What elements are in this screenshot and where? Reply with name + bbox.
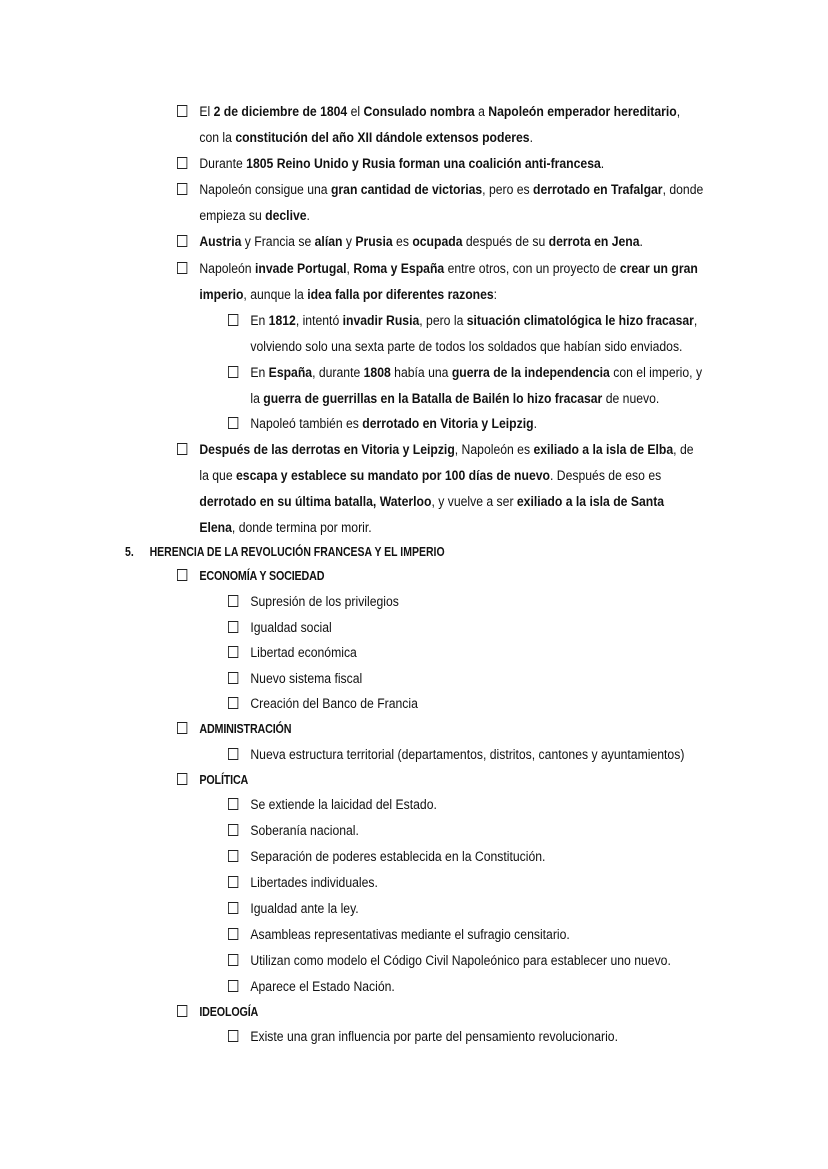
bold-text-run: constitución del año XII dándole extensos poderes <box>235 130 530 146</box>
item-text <box>177 256 727 308</box>
sub-list-item <box>228 308 718 360</box>
sub-list-item <box>228 691 718 717</box>
item-text: Utilizan como modelo el Código Civil Napoleónico para establecer uno nuevo. <box>250 953 671 969</box>
sub-list-item <box>228 792 718 818</box>
item-text: Existe una gran influencia por parte del pensamiento revolucionario. <box>250 1029 618 1045</box>
bold-text-run: imperio <box>199 287 244 303</box>
sub-list-item <box>228 666 718 692</box>
bold-text-run: guerra de la independencia <box>451 365 610 381</box>
bold-text-run: guerra de guerrillas en la Batalla de Bailén lo hizo fracasar <box>263 391 603 407</box>
checkbox[interactable] <box>228 954 238 966</box>
sub-list-item <box>228 411 718 437</box>
bold-text-run: derrota en Jena <box>548 234 640 250</box>
list-item <box>177 229 727 255</box>
checkbox[interactable] <box>228 1030 238 1042</box>
text-run: , pero la <box>419 313 467 329</box>
bold-text-run: invade Portugal <box>254 261 347 277</box>
text-run: . <box>600 156 605 172</box>
bold-text-run: Elena <box>199 520 232 536</box>
text-run: con la <box>199 130 236 146</box>
bold-text-run: gran cantidad de victorias <box>330 182 483 198</box>
text-run: la <box>250 391 264 407</box>
checkbox[interactable] <box>228 697 238 709</box>
text-run: , <box>693 313 698 329</box>
group-heading-label: ECONOMÍA Y SOCIEDAD <box>199 569 325 583</box>
text-run: y Francia se <box>241 234 315 250</box>
item-text: Asambleas representativas mediante el sufragio censitario. <box>250 927 570 943</box>
checkbox[interactable] <box>228 366 238 378</box>
checkbox[interactable] <box>228 798 238 810</box>
text-run: . <box>533 416 537 432</box>
text-run: , donde <box>662 182 704 198</box>
checkbox[interactable] <box>228 672 238 684</box>
sub-list-item <box>228 818 718 844</box>
list-item <box>177 256 727 308</box>
bold-text-run: derrotado en su última batalla, Waterloo <box>199 494 432 510</box>
checkbox[interactable] <box>177 1005 187 1017</box>
checkbox[interactable] <box>177 722 187 734</box>
item-text: Creación del Banco de Francia <box>250 696 418 712</box>
sub-list-item <box>228 589 718 615</box>
item-text: Igualdad social <box>250 620 332 636</box>
text-run: el <box>347 104 364 120</box>
item-text: Nuevo sistema fiscal <box>250 671 363 687</box>
sub-list-item <box>228 360 718 412</box>
item-text <box>177 177 727 229</box>
text-run: , pero es <box>482 182 534 198</box>
bold-text-run: España <box>268 365 313 381</box>
checkbox[interactable] <box>177 262 187 274</box>
item-text: Igualdad ante la ley. <box>250 901 359 917</box>
checkbox[interactable] <box>228 980 238 992</box>
checkbox[interactable] <box>177 183 187 195</box>
item-text: Separación de poderes establecida en la Constitución. <box>250 849 546 865</box>
item-text: Aparece el Estado Nación. <box>250 979 395 995</box>
section-heading <box>125 539 445 565</box>
text-run: , de <box>673 442 694 458</box>
checkbox[interactable] <box>228 902 238 914</box>
checkbox[interactable] <box>228 646 238 658</box>
text-run: . <box>639 234 643 250</box>
checkbox[interactable] <box>228 314 238 326</box>
text-run: es <box>392 234 413 250</box>
item-text: Supresión de los privilegios <box>250 594 399 610</box>
bold-text-run: 2 de diciembre de 1804 <box>213 104 348 120</box>
sub-list-item <box>228 922 718 948</box>
group-heading-economia <box>177 563 727 589</box>
text-run: . Después de eso es <box>549 468 662 484</box>
item-text <box>177 99 727 151</box>
bold-text-run: ocupada <box>412 234 463 250</box>
text-run: , aunque la <box>243 287 308 303</box>
bold-text-run: Austria <box>199 234 242 250</box>
section-title: HERENCIA DE LA REVOLUCIÓN FRANCESA Y EL IMPERIO <box>149 544 445 559</box>
checkbox[interactable] <box>177 157 187 169</box>
checkbox[interactable] <box>177 235 187 247</box>
item-text: Soberanía nacional. <box>250 823 359 839</box>
list-item <box>177 151 727 177</box>
text-run: y <box>342 234 356 250</box>
item-text: Libertades individuales. <box>250 875 378 891</box>
group-heading-label: POLÍTICA <box>199 773 249 787</box>
bold-text-run: 1812 <box>268 313 296 329</box>
group-heading-ideologia <box>177 999 727 1025</box>
group-heading-administracion <box>177 716 727 742</box>
sub-list-item <box>228 742 718 768</box>
text-run: En <box>250 365 269 381</box>
text-run: Durante <box>199 156 247 172</box>
group-heading-politica <box>177 767 727 793</box>
bold-text-run: derrotado en Trafalgar <box>533 182 663 198</box>
text-run: . <box>529 130 533 146</box>
bold-text-run: derrotado en Vitoria y Leipzig <box>362 416 534 432</box>
text-run: , <box>346 261 354 277</box>
checkbox[interactable] <box>228 850 238 862</box>
bold-text-run: Prusia <box>355 234 393 250</box>
text-run: a <box>474 104 489 120</box>
sub-list-item <box>228 640 718 666</box>
checkbox[interactable] <box>228 928 238 940</box>
text-run: , <box>676 104 681 120</box>
item-text: Se extiende la laicidad del Estado. <box>250 797 437 813</box>
item-text <box>228 308 718 360</box>
sub-list-item <box>228 896 718 922</box>
text-run: Napoleón <box>199 261 255 277</box>
checkbox[interactable] <box>177 773 187 785</box>
text-run: después de su <box>462 234 549 250</box>
checkbox[interactable] <box>228 824 238 836</box>
item-text <box>177 229 727 255</box>
bold-text-run: exiliado a la isla de Santa <box>516 494 665 510</box>
sub-list-item <box>228 974 718 1000</box>
item-text: Nueva estructura territorial (departamentos, distritos, cantones y ayuntamientos) <box>250 747 685 763</box>
text-run: : <box>493 287 498 303</box>
bold-text-run: Napoleón emperador hereditario <box>488 104 677 120</box>
bold-text-run: escapa y establece su mandato por 100 días de nuevo <box>236 468 550 484</box>
bold-text-run: idea falla por diferentes razones <box>307 287 494 303</box>
bold-text-run: situación climatológica le hizo fracasar <box>466 313 694 329</box>
text-run: , durante <box>312 365 364 381</box>
checkbox[interactable] <box>177 569 187 581</box>
text-run: con el imperio, y <box>609 365 703 381</box>
text-run: En <box>250 313 269 329</box>
text-run: , intentó <box>295 313 343 329</box>
text-run: había una <box>390 365 452 381</box>
text-run: la que <box>199 468 237 484</box>
item-text <box>177 437 727 541</box>
checkbox[interactable] <box>228 876 238 888</box>
bold-text-run: 1808 <box>363 365 391 381</box>
list-item <box>177 99 727 151</box>
item-text <box>177 151 727 177</box>
sub-list-item <box>228 844 718 870</box>
text-run: , Napoleón es <box>454 442 534 458</box>
text-run: . <box>306 208 310 224</box>
checkbox[interactable] <box>177 443 187 455</box>
checkbox[interactable] <box>228 748 238 760</box>
item-text: Libertad económica <box>250 645 357 661</box>
text-run: entre otros, con un proyecto de <box>444 261 620 277</box>
checkbox[interactable] <box>228 417 238 429</box>
text-run: volviendo solo una sexta parte de todos los soldados que habían sido enviados. <box>250 339 683 355</box>
group-heading-label: ADMINISTRACIÓN <box>199 722 292 736</box>
sub-list-item <box>228 615 718 641</box>
bold-text-run: alían <box>314 234 343 250</box>
bold-text-run: 1805 Reino Unido y Rusia forman una coalición anti-francesa <box>246 156 601 172</box>
sub-list-item <box>228 1024 718 1050</box>
sub-list-item <box>228 948 718 974</box>
item-text <box>228 360 718 412</box>
bold-text-run: crear un gran <box>619 261 698 277</box>
section-number: 5. <box>125 544 134 559</box>
text-run: El <box>199 104 214 120</box>
group-heading-label: IDEOLOGÍA <box>199 1005 259 1019</box>
text-run: Napoleón consigue una <box>199 182 331 198</box>
bold-text-run: declive <box>265 208 307 224</box>
bold-text-run: invadir Rusia <box>342 313 420 329</box>
bold-text-run: Después de las derrotas en Vitoria y Leipzig <box>199 442 455 458</box>
sub-list-item <box>228 870 718 896</box>
text-run: , donde termina por morir. <box>231 520 372 536</box>
list-item <box>177 177 727 229</box>
text-run: empieza su <box>199 208 266 224</box>
bold-text-run: Roma y España <box>353 261 445 277</box>
bold-text-run: exiliado a la isla de Elba <box>533 442 674 458</box>
list-item <box>177 437 727 541</box>
text-run: Napoleó también es <box>250 416 363 432</box>
text-run: , y vuelve a ser <box>431 494 517 510</box>
item-text <box>228 411 718 437</box>
checkbox[interactable] <box>228 621 238 633</box>
bold-text-run: Consulado nombra <box>363 104 475 120</box>
checkbox[interactable] <box>177 105 187 117</box>
text-run: de nuevo. <box>602 391 660 407</box>
checkbox[interactable] <box>228 595 238 607</box>
